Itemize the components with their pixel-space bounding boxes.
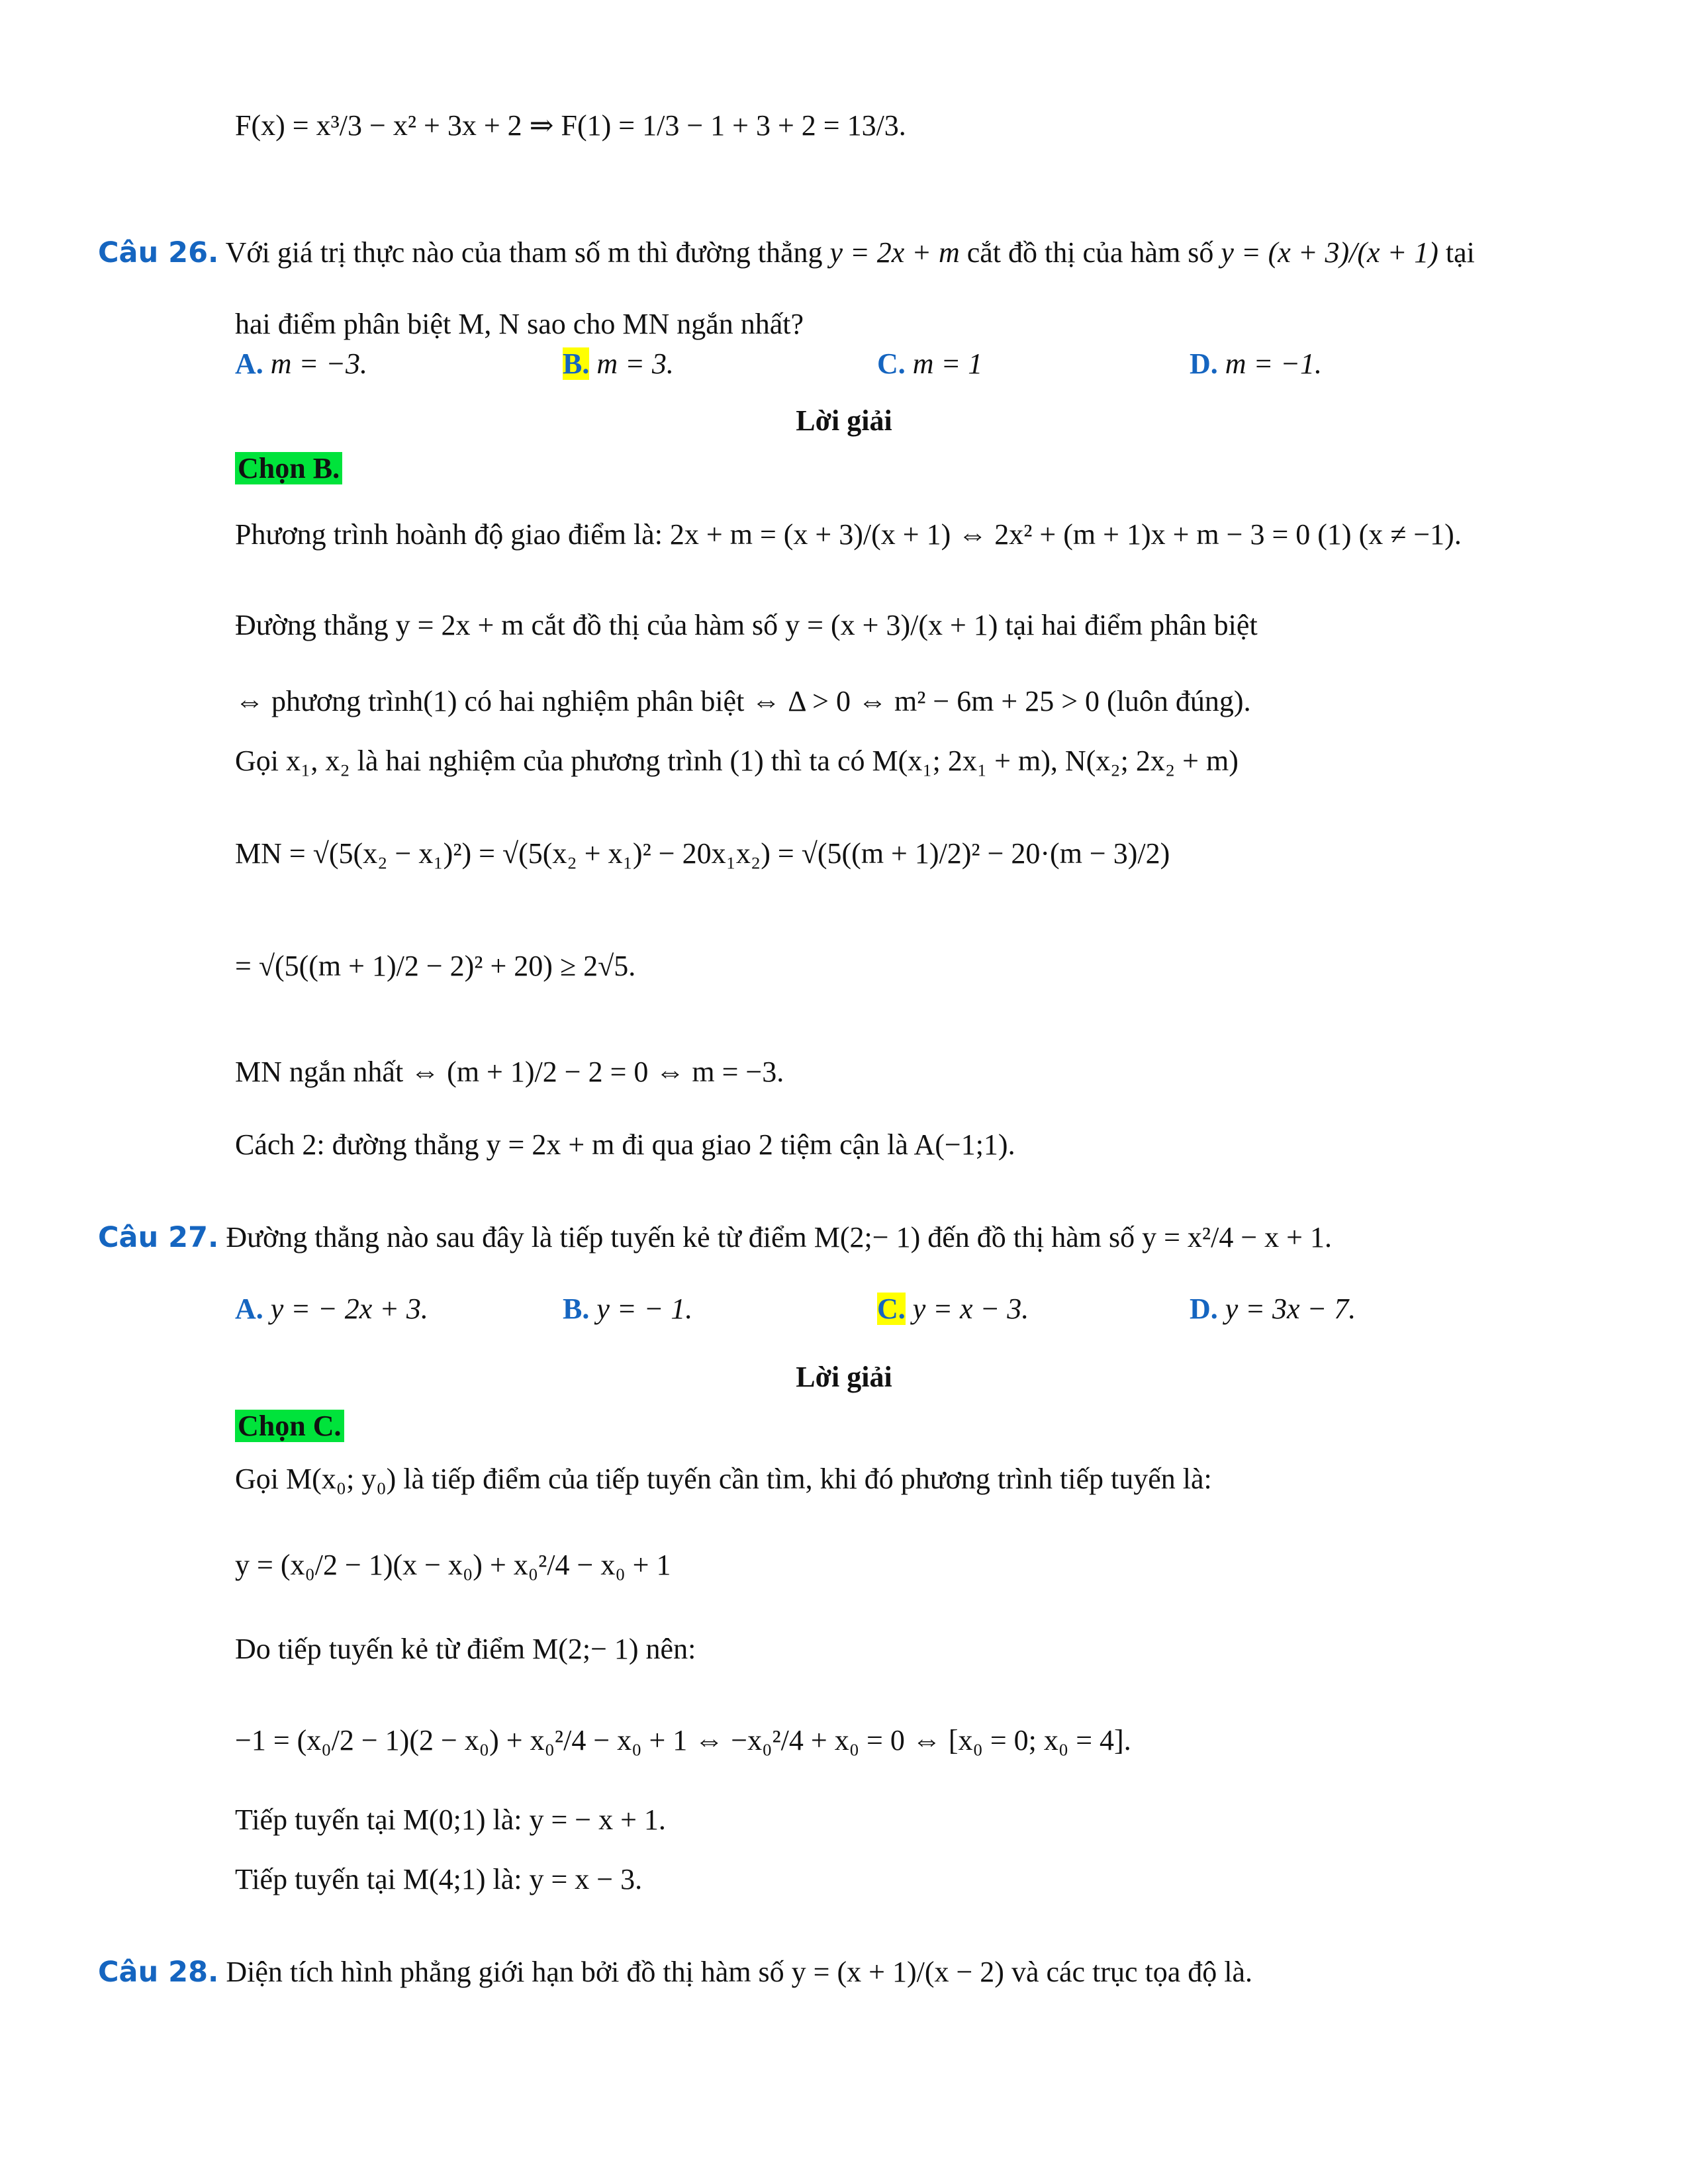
q27-choice-badge: Chọn C. [235, 1410, 344, 1442]
q27-solution-line5: Tiếp tuyến tại M(0;1) là: y = − x + 1. [235, 1803, 666, 1836]
q27-choice [235, 1406, 344, 1446]
q26-solution-line5: MN = √(5(x₂ − x₁)²) = √(5(x₂ + x₁)² − 20x₁x₂) = √(5((m + 1)/2)² − 20·(m − 3)/2) [235, 837, 1170, 870]
q27-option-b[interactable] [563, 1289, 692, 1329]
q27-option-c-letter: C. [877, 1293, 906, 1325]
q25-result-line: F(x) = x³/3 − x² + 3x + 2 ⇒ F(1) = 1/3 − 1 + 3 + 2 = 13/3. [235, 109, 906, 142]
q27-option-a-letter: A. [235, 1293, 263, 1325]
q26-solution-line4: Gọi x₁, x₂ là hai nghiệm của phương trình (1) thì ta có M(x₁; 2x₁ + m), N(x₂; 2x₂ + m) [235, 745, 1239, 777]
q26-option-d[interactable] [1190, 344, 1322, 384]
q27-stem [98, 1218, 1332, 1257]
q26-solution-line2: Đường thẳng y = 2x + m cắt đồ thị của hàm số y = (x + 3)/(x + 1) tại hai điểm phân biệt [235, 609, 1258, 641]
q27-option-d-value: y = 3x − 7. [1225, 1293, 1356, 1325]
q26-option-c[interactable] [877, 344, 982, 384]
q27-option-a-value: y = − 2x + 3. [270, 1293, 428, 1325]
q26-solution-title: Lời giải [796, 404, 892, 437]
q27-option-b-letter: B. [563, 1293, 590, 1325]
q26-option-a-value: m = −3. [270, 347, 367, 380]
q28-text: Diện tích hình phẳng giới hạn bởi đồ thị hàm số y = (x + 1)/(x − 2) và các trục tọa độ là. [226, 1956, 1252, 1988]
q26-option-b[interactable] [563, 344, 674, 384]
q26-stem-line2: hai điểm phân biệt M, N sao cho MN ngắn nhất? [235, 308, 804, 340]
q26-option-a-letter: A. [235, 347, 263, 380]
q27-label: Câu 27. [98, 1221, 219, 1254]
q27-solution-line1: Gọi M(x₀; y₀) là tiếp điểm của tiếp tuyến cần tìm, khi đó phương trình tiếp tuyến là: [235, 1463, 1212, 1495]
q27-solution-line2: y = (x₀/2 − 1)(x − x₀) + x₀²/4 − x₀ + 1 [235, 1549, 671, 1581]
q26-label: Câu 26. [98, 236, 219, 269]
q27-option-d-letter: D. [1190, 1293, 1218, 1325]
q26-option-d-value: m = −1. [1225, 347, 1322, 380]
q26-option-b-letter: B. [563, 347, 590, 380]
q26-text1: Với giá trị thực nào của tham số m thì đường thẳng [225, 236, 823, 269]
q28-stem [98, 1952, 1252, 1992]
q26-stem-line1 [98, 233, 1475, 273]
q26-option-b-value: m = 3. [596, 347, 674, 380]
q27-solution-line4: −1 = (x₀/2 − 1)(2 − x₀) + x₀²/4 − x₀ + 1 ⇔ −x₀²/4 + x₀ = 0 ⇔ [x₀ = 0; x₀ = 4]. [235, 1724, 1131, 1756]
q26-text2: cắt đồ thị của hàm số [966, 236, 1214, 269]
q26-option-c-value: m = 1 [912, 347, 983, 380]
q27-option-b-value: y = − 1. [596, 1293, 693, 1325]
q27-option-d[interactable] [1190, 1289, 1356, 1329]
q26-choice-badge: Chọn B. [235, 452, 342, 484]
q27-solution-title: Lời giải [796, 1361, 892, 1393]
q26-solution-line6: = √(5((m + 1)/2 − 2)² + 20) ≥ 2√5. [235, 950, 636, 982]
q26-solution-line1: Phương trình hoành độ giao điểm là: 2x + m = (x + 3)/(x + 1) ⇔ 2x² + (m + 1)x + m − 3 = 0 (1) (x ≠ −1). [235, 518, 1462, 551]
q27-solution-line6: Tiếp tuyến tại M(4;1) là: y = x − 3. [235, 1863, 643, 1895]
q27-option-c-value: y = x − 3. [912, 1293, 1029, 1325]
q27-option-c[interactable] [877, 1289, 1029, 1329]
q26-option-c-letter: C. [877, 347, 906, 380]
q28-label: Câu 28. [98, 1956, 219, 1989]
q26-solution-line7: MN ngắn nhất ⇔ (m + 1)/2 − 2 = 0 ⇔ m = −3. [235, 1056, 784, 1088]
q27-text: Đường thẳng nào sau đây là tiếp tuyến kẻ từ điểm M(2;− 1) đến đồ thị hàm số y = x²/4 − x + 1. [226, 1221, 1332, 1253]
q27-option-a[interactable] [235, 1289, 428, 1329]
q27-solution-line3: Do tiếp tuyến kẻ từ điểm M(2;− 1) nên: [235, 1633, 696, 1665]
q26-line-eq: y = 2x + m [829, 236, 960, 269]
q26-solution-line3: ⇔ phương trình(1) có hai nghiệm phân biệt ⇔ Δ > 0 ⇔ m² − 6m + 25 > 0 (luôn đúng). [235, 685, 1251, 717]
q26-solution-line8: Cách 2: đường thẳng y = 2x + m đi qua giao 2 tiệm cận là A(−1;1). [235, 1128, 1015, 1161]
q26-text3: tại [1445, 236, 1475, 269]
q26-option-a[interactable] [235, 344, 367, 384]
q26-func: y = (x + 3)/(x + 1) [1221, 236, 1438, 269]
q26-choice [235, 449, 342, 488]
q26-option-d-letter: D. [1190, 347, 1218, 380]
